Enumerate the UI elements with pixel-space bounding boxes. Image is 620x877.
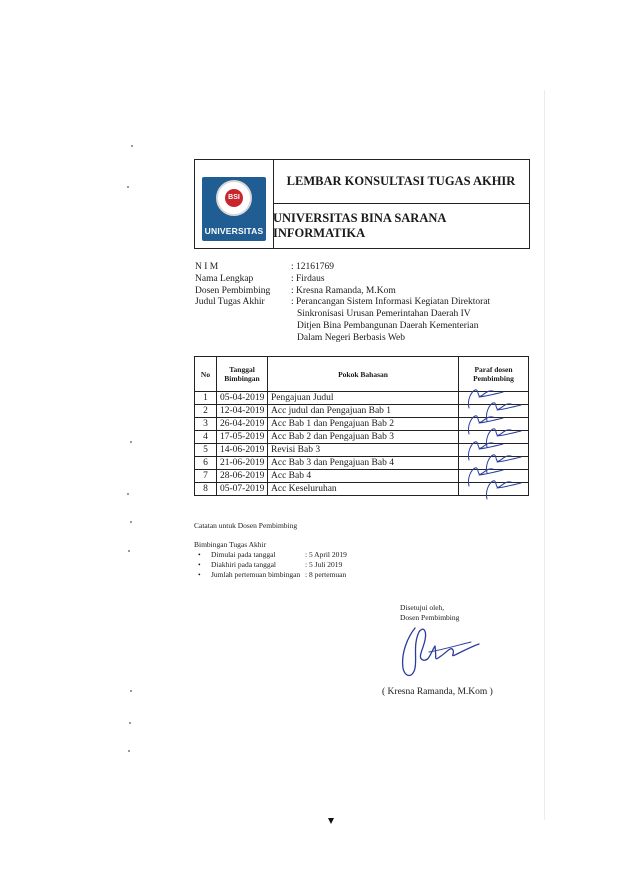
row-number: 5 xyxy=(195,444,217,457)
approval-block xyxy=(400,603,459,623)
scan-speck xyxy=(131,145,133,147)
nim-value: : 12161769 xyxy=(291,262,335,272)
row-number: 7 xyxy=(195,470,217,483)
scan-speck xyxy=(129,722,131,724)
name-value: : Firdaus xyxy=(291,273,325,284)
row-topic: Acc Bab 2 dan Pengajuan Bab 3 xyxy=(268,431,459,444)
row-number: 3 xyxy=(195,418,217,431)
scan-edge-line xyxy=(544,90,545,820)
info-row-advisor xyxy=(195,286,501,298)
approver-role: Dosen Pembimbing xyxy=(400,613,460,622)
row-number: 2 xyxy=(195,405,217,418)
note-value: : 5 April 2019 xyxy=(305,550,347,559)
note-label: Dimulai pada tanggal xyxy=(211,550,276,559)
header-paraf-line2: Pembimbing xyxy=(473,374,514,383)
bullet-icon: • xyxy=(198,570,201,579)
signer-name: ( Kresna Ramanda, M.Kom ) xyxy=(382,687,493,697)
scroll-down-icon[interactable] xyxy=(328,818,334,824)
note-label: Diakhiri pada tanggal xyxy=(211,560,276,569)
header-no: No xyxy=(195,357,217,392)
bullet-icon: • xyxy=(198,550,201,559)
advisor-label: Dosen Pembimbing xyxy=(195,285,271,296)
scan-speck xyxy=(128,750,130,752)
institution-name: UNIVERSITAS BINA SARANA INFORMATIKA xyxy=(273,211,446,240)
table-row xyxy=(195,483,529,496)
consultation-table xyxy=(194,356,529,496)
scan-speck xyxy=(128,550,130,552)
row-topic: Acc Bab 4 xyxy=(268,470,459,483)
advisor-notes xyxy=(194,521,347,580)
thesis-line-3: Ditjen Bina Pembangunan Daerah Kementerian xyxy=(297,320,479,331)
thesis-label: Judul Tugas Akhir xyxy=(195,297,265,308)
logo-emblem-icon xyxy=(216,180,252,216)
row-date: 05-04-2019 xyxy=(217,392,268,405)
row-date: 14-06-2019 xyxy=(217,444,268,457)
row-number: 8 xyxy=(195,483,217,496)
list-item xyxy=(198,570,347,580)
advisor-signature xyxy=(393,624,483,682)
row-paraf xyxy=(459,483,529,496)
info-row-nim xyxy=(195,262,501,274)
thesis-line-1: : Perancangan Sistem Informasi Kegiatan Direktorat xyxy=(291,297,491,308)
header-topic: Pokok Bahasan xyxy=(268,357,459,392)
initial-signature xyxy=(459,477,529,501)
row-topic: Pengajuan Judul xyxy=(268,392,459,405)
row-date: 12-04-2019 xyxy=(217,405,268,418)
row-date: 17-05-2019 xyxy=(217,431,268,444)
name-label: Nama Lengkap xyxy=(195,273,254,284)
logo-mark: BSI xyxy=(225,189,243,207)
scan-speck xyxy=(130,441,132,443)
row-topic: Acc Bab 1 dan Pengajuan Bab 2 xyxy=(268,418,459,431)
note-value: : 5 Juli 2019 xyxy=(305,560,343,569)
scan-speck xyxy=(130,690,132,692)
notes-heading: Catatan untuk Dosen Pembimbing xyxy=(194,521,298,530)
row-date: 21-06-2019 xyxy=(217,457,268,470)
scan-speck xyxy=(127,186,129,188)
row-number: 1 xyxy=(195,392,217,405)
note-label: Jumlah pertemuan bimbingan xyxy=(211,570,301,579)
student-info xyxy=(195,262,501,345)
approved-by: Disetujui oleh, xyxy=(400,603,445,612)
row-date: 28-06-2019 xyxy=(217,470,268,483)
university-logo xyxy=(202,177,266,241)
thesis-line-4: Dalam Negeri Berbasis Web xyxy=(297,332,406,343)
row-topic: Acc Bab 3 dan Pengajuan Bab 4 xyxy=(268,457,459,470)
row-date: 05-07-2019 xyxy=(217,483,268,496)
bullet-icon: • xyxy=(198,560,201,569)
thesis-title xyxy=(291,297,501,344)
logo-text: UNIVERSITAS xyxy=(204,226,264,236)
list-item xyxy=(198,560,347,570)
header-date-line1: Tanggal xyxy=(229,365,255,374)
notes-subheading: Bimbingan Tugas Akhir xyxy=(194,540,267,549)
row-topic: Acc judul dan Pengajuan Bab 1 xyxy=(268,405,459,418)
header-paraf-line1: Paraf dosen xyxy=(474,365,513,374)
header-date xyxy=(217,357,268,392)
nim-label: N I M xyxy=(195,262,219,272)
header-date-line2: Bimbingan xyxy=(224,374,260,383)
document-header xyxy=(194,159,530,249)
row-topic: Revisi Bab 3 xyxy=(268,444,459,457)
info-row-thesis xyxy=(195,297,501,344)
note-value: : 8 pertemuan xyxy=(305,570,347,579)
document-title: LEMBAR KONSULTASI TUGAS AKHIR xyxy=(273,160,529,204)
thesis-line-2: Sinkronisasi Urusan Pemerintahan Daerah IV xyxy=(297,309,471,320)
row-number: 6 xyxy=(195,457,217,470)
row-topic: Acc Keseluruhan xyxy=(268,483,459,496)
list-item xyxy=(198,550,347,560)
logo-cell xyxy=(195,160,274,248)
row-date: 26-04-2019 xyxy=(217,418,268,431)
advisor-value: : Kresna Ramanda, M.Kom xyxy=(291,285,396,296)
scan-speck xyxy=(130,521,132,523)
info-row-name xyxy=(195,274,501,286)
scan-speck xyxy=(127,493,129,495)
row-number: 4 xyxy=(195,431,217,444)
